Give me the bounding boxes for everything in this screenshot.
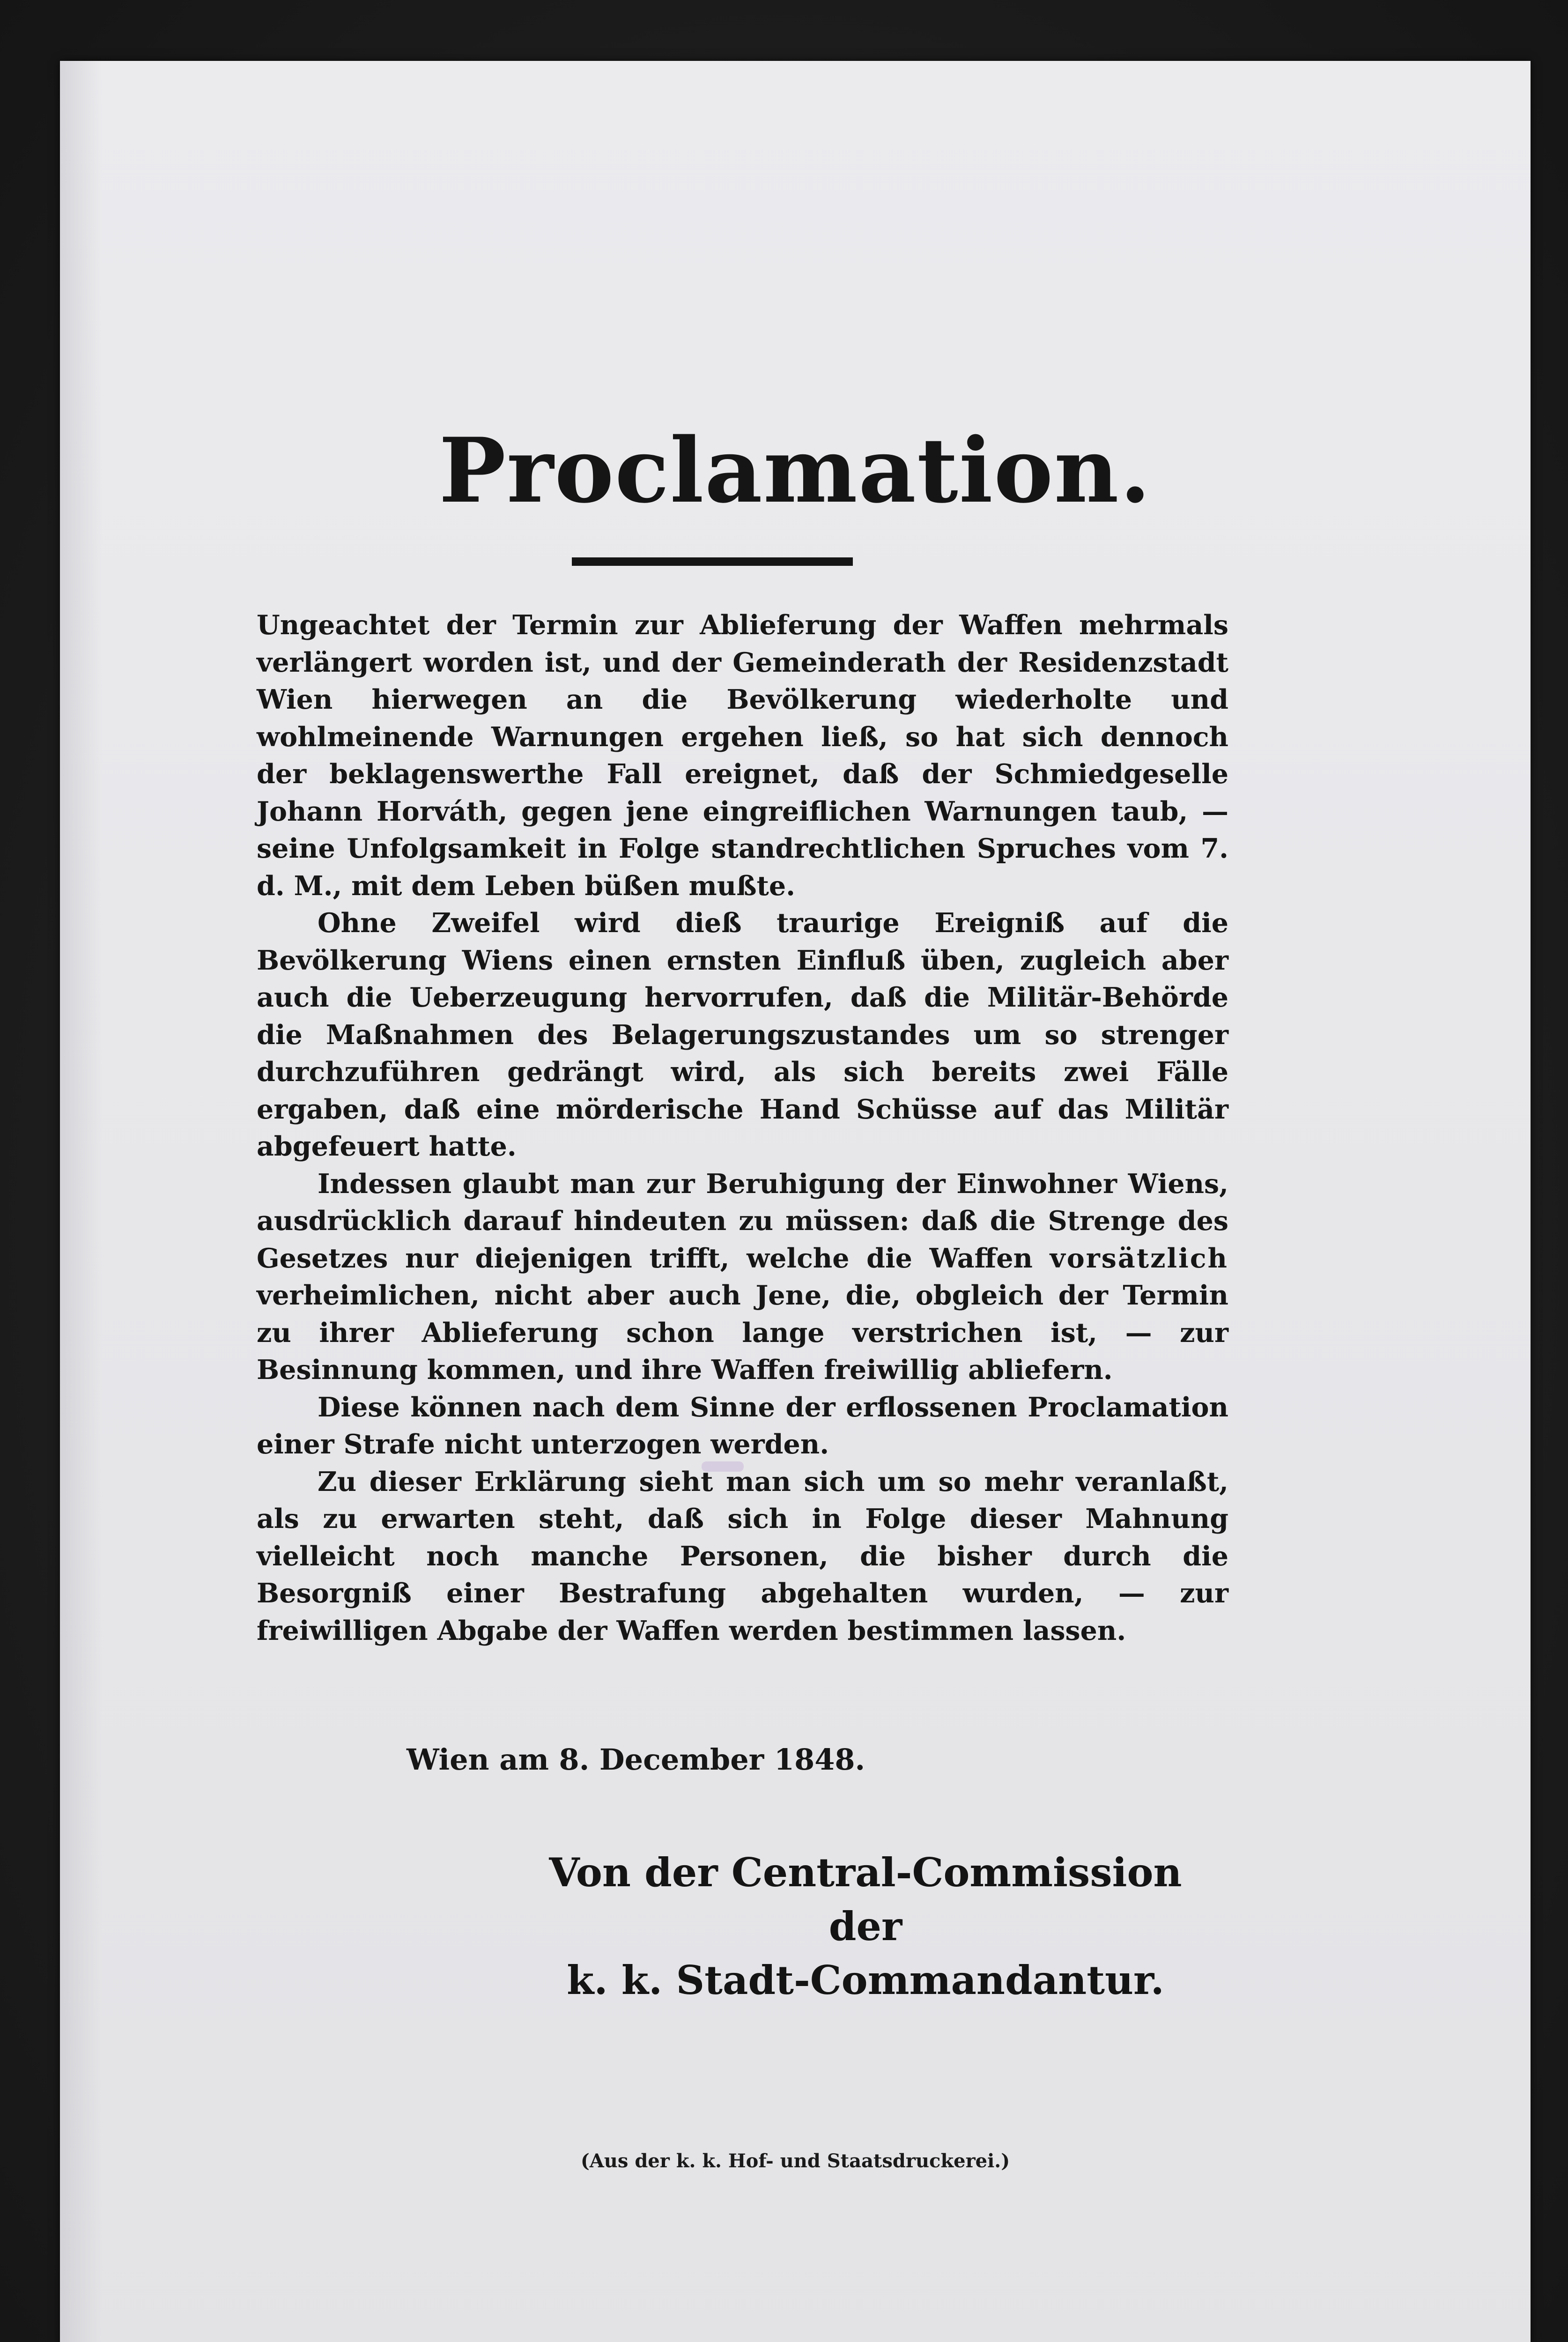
printer-note: (Aus der k. k. Hof- und Staatsdruckerei.) (580, 2150, 1010, 2172)
title-rule (572, 557, 853, 566)
signature-block (514, 1845, 1217, 2007)
signature-line-1: Von der Central-Commission der (549, 1849, 1182, 1949)
paragraph-3-before: Indessen glaubt man zur Beruhigung der Einwohner Wiens, ausdrücklich darauf hindeuten zu müssen: daß die Strenge des Gesetzes nur diejenigen trifft, welche die Waffen (257, 1168, 1228, 1274)
paragraph-3 (257, 1165, 1228, 1389)
document-title: Proclamation. (439, 418, 1152, 523)
paragraph-3-after: verheimlichen, nicht aber auch Jene, die, obgleich der Termin zu ihrer Ablieferung schon lange verstrichen ist, — zur Besinnung kommen, und ihre Waffen freiwillig abliefern. (257, 1280, 1228, 1386)
paragraph-3-emphasis: vorsätzlich (1050, 1242, 1228, 1274)
ink-stain (702, 1461, 744, 1472)
paragraph-2: Ohne Zweifel wird dieß traurige Ereigniß auf die Bevölkerung Wiens einen ernsten Einfluß üben, zugleich aber auch die Ueberzeugung hervorrufen, daß die Militär-Behörde die Maßnahmen des Belagerungszustandes um so strenger durchzuführen gedrängt wird, als sich bereits zwei Fälle ergaben, daß eine mörderische Hand Schüsse auf das Militär abgefeuert hatte. (257, 907, 1228, 1162)
paragraph-1: Ungeachtet der Termin zur Ablieferung der Waffen mehrmals verlängert worden ist, und der Gemeinderath der Residenzstadt Wien hierwegen an die Bevölkerung wiederholte und wohlmeinende Warnungen ergehen ließ, so hat sich dennoch der beklagenswerthe Fall ereignet, daß der Schmiedgeselle Johann Horváth, gegen jene eingreiflichen Warnungen taub, — seine Unfolgsamkeit in Folge standrechtlichen Spruches vom 7. d. M., mit dem Leben büßen mußte. (257, 609, 1228, 902)
paragraph-5: Zu dieser Erklärung sieht man sich um so mehr veranlaßt, als zu erwarten steht, daß sich in Folge dieser Mahnung vielleicht noch manche Personen, die bisher durch die Besorgniß einer Bestrafung abgehalten wurden, — zur freiwilligen Abgabe der Waffen werden bestimmen lassen. (257, 1466, 1228, 1646)
paragraph-4: Diese können nach dem Sinne der erflossenen Proclamation einer Strafe nicht unterzogen werden. (257, 1391, 1228, 1460)
proclamation-sheet (60, 61, 1531, 2342)
document-body (257, 607, 1228, 1649)
signature-line-2: k. k. Stadt-Commandantur. (567, 1957, 1164, 2003)
date-line: Wien am 8. December 1848. (407, 1742, 865, 1777)
